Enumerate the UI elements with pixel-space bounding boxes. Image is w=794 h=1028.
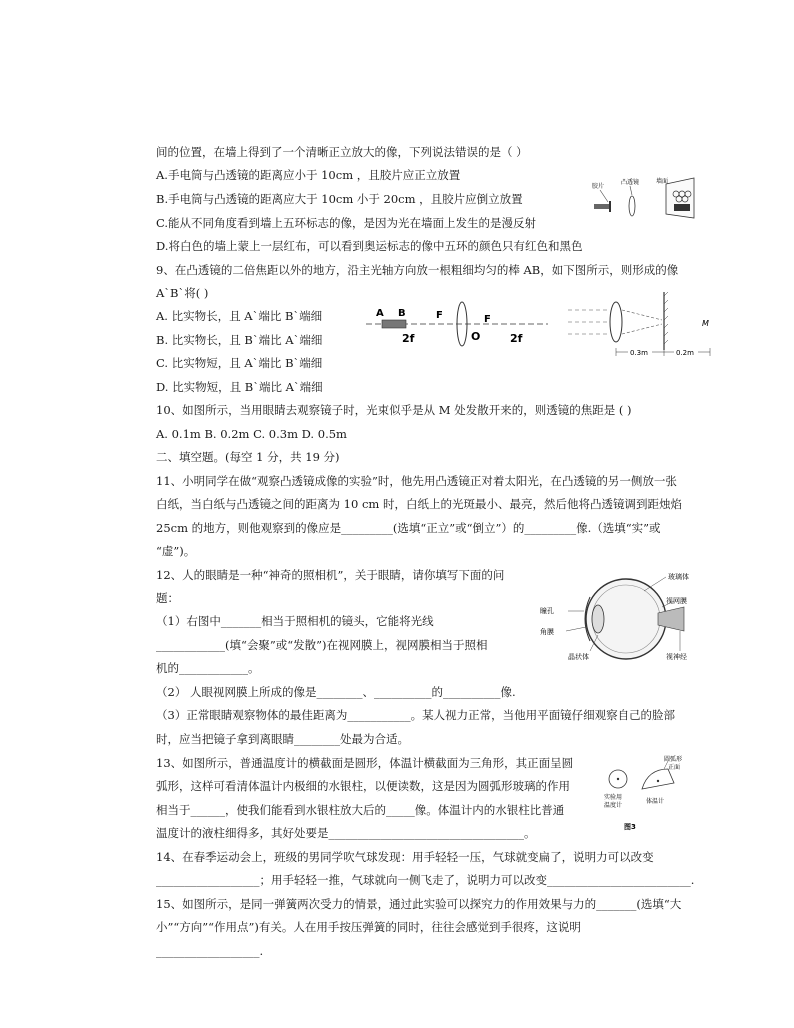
q9-stem: 9、在凸透镜的二倍焦距以外的地方，沿主光轴方向放一根粗细均匀的棒 AB，如下图所示，则形成的像 bbox=[156, 263, 679, 277]
q8-option-d: D.将白色的墙上蒙上一层红布，可以看到奥运标志的像中五环的颜色只有红色和黑色 bbox=[156, 239, 583, 253]
convex-lens-icon bbox=[629, 196, 635, 216]
q13-line-2: 弧形，这样可看清体温计内极细的水银柱，以便读数，这是因为圆弧形玻璃的作用 bbox=[156, 779, 570, 793]
q12-line-7: （3）正常眼睛观察物体的最佳距离为___________。某人视力正常，当他用平面镜仔细观察自己的脸部 bbox=[156, 708, 676, 722]
convex-lens-icon bbox=[610, 302, 622, 342]
label-a: A bbox=[376, 308, 384, 319]
label-pupil: 瞳孔 bbox=[540, 607, 554, 615]
figure-label-film: 胶片 bbox=[592, 183, 605, 190]
q12-line-4: ____________(填“会聚”或“发散”)在视网膜上，视网膜相当于照相 bbox=[156, 638, 488, 652]
q12-line-1: 12、人的眼睛是一种“神奇的照相机”，关于眼睛，请你填写下面的问 bbox=[156, 568, 505, 582]
q15-line-3: __________________. bbox=[156, 944, 264, 958]
label-b: B bbox=[398, 308, 406, 319]
q14-line-1: 14、在春季运动会上，班级的男同学吹气球发现：用手轻轻一压，气球就变扁了，说明力可以改变 bbox=[156, 850, 654, 864]
q13-line-4: 温度计的液柱细得多，其好处要是__________________________________。 bbox=[156, 826, 536, 840]
q12-line-3: （1）右图中_______相当于照相机的镜头，它能将光线 bbox=[156, 614, 434, 628]
q11-line-4: “虚”)。 bbox=[156, 544, 196, 558]
triangle-cross-section-icon bbox=[642, 769, 674, 789]
wall-screen-icon bbox=[666, 178, 694, 218]
label-optic-nerve: 视神经 bbox=[666, 653, 687, 661]
q8-option-c: C.能从不同角度看到墙上五环标志的像，是因为光在墙面上发生的是漫反射 bbox=[156, 216, 537, 230]
q11-line-1: 11、小明同学在做“观察凸透镜成像的实验”时，他先用凸透镜正对着太阳光，在凸透镜的另一侧放一张 bbox=[156, 474, 677, 488]
figure-label-lens: 凸透镜 bbox=[621, 179, 640, 186]
projector-figure bbox=[590, 176, 712, 222]
q12-line-5: 机的____________。 bbox=[156, 661, 260, 675]
q12-line-2: 题： bbox=[156, 591, 179, 605]
figure-label-wall: 墙面 bbox=[656, 178, 669, 185]
q12-line-6: （2） 人眼视网膜上所成的像是________、__________的__________像. bbox=[156, 685, 516, 699]
label-0-3m: 0.3m bbox=[630, 349, 648, 357]
label-f-right: F bbox=[484, 314, 491, 325]
q9-option-d: D. 比实物短，且 B`端比 A`端细 bbox=[156, 380, 323, 394]
q14-line-2: __________________；用手轻轻一推，气球就向一侧飞走了，说明力可以改变_________________________. bbox=[156, 873, 695, 887]
label-arc: 圆弧形 bbox=[664, 756, 683, 763]
q9-option-c: C. 比实物短，且 A`端比 B`端细 bbox=[156, 356, 323, 370]
label-vitreous: 玻璃体 bbox=[668, 573, 689, 581]
q8-stem-continuation: 间的位置，在墙上得到了一个清晰正立放大的像，下列说法错误的是（ ） bbox=[156, 145, 528, 159]
label-body-thermometer: 体温计 bbox=[646, 798, 665, 805]
label-2f-right: 2f bbox=[510, 332, 523, 345]
section-2-heading: 二、填空题。(每空 1 分，共 19 分) bbox=[156, 450, 340, 464]
label-crystalline-lens: 晶状体 bbox=[568, 653, 589, 661]
q9-option-a: A. 比实物长，且 A`端比 B`端细 bbox=[156, 309, 323, 323]
q8-option-a: A.手电筒与凸透镜的距离应小于 10cm ，且胶片应正立放置 bbox=[156, 168, 461, 182]
thermometer-figure bbox=[598, 755, 694, 835]
label-cornea: 角膜 bbox=[540, 628, 554, 636]
label-o: O bbox=[471, 330, 481, 343]
label-lab-2: 温度计 bbox=[604, 802, 623, 809]
q11-line-2: 白纸，当白纸与凸透镜之间的距离为 10 cm 时，白纸上的光斑最小、最亮，然后他将凸透镜调到距烛焰 bbox=[156, 497, 682, 511]
mirror-lens-figure bbox=[566, 290, 718, 362]
label-f-left: F bbox=[436, 310, 443, 321]
label-0-2m: 0.2m bbox=[676, 349, 694, 357]
q9-option-b: B. 比实物长，且 B`端比 A`端细 bbox=[156, 333, 323, 347]
figure-caption: 图3 bbox=[624, 823, 636, 831]
q9-stem-2: A`B`将( ) bbox=[156, 286, 209, 300]
q10-stem: 10、如图所示，当用眼睛去观察镜子时，光束似乎是从 M 处发散开来的，则透镜的焦距是 ( ) bbox=[156, 403, 632, 417]
q13-line-1: 13、如图所示，普通温度计的横截面是圆形，体温计横截面为三角形，其正面呈圆 bbox=[156, 756, 574, 770]
q15-line-2: 小”“方向”“作用点”)有关。人在用手按压弹簧的同时，往往会感觉到手很疼，这说明 bbox=[156, 920, 581, 934]
olympic-logo-icon bbox=[674, 204, 690, 211]
q11-line-3: 25cm 的地方，则他观察到的像应是_________(选填“正立”或“倒立”）的_________像.（选填“实”或 bbox=[156, 521, 661, 535]
crystalline-lens-icon bbox=[592, 605, 604, 633]
q13-line-3: 相当于______，使我们能看到水银柱放大后的_____像。体温计内的水银柱比普通 bbox=[156, 803, 565, 817]
q15-line-1: 15、如图所示，是同一弹簧两次受力的情景，通过此实验可以探究力的作用效果与力的_______(选填“大 bbox=[156, 897, 682, 911]
label-m: M bbox=[702, 319, 709, 328]
label-front: 正面 bbox=[668, 764, 681, 771]
q8-option-b: B.手电筒与凸透镜的距离应大于 10cm 小于 20cm ，且胶片应倒立放置 bbox=[156, 192, 523, 206]
label-retina: 视网膜 bbox=[666, 597, 687, 605]
eye-diagram bbox=[538, 567, 708, 673]
rod-ab-icon bbox=[382, 320, 406, 328]
q12-line-8: 时，应当把镜子拿到离眼睛________处最为合适。 bbox=[156, 732, 409, 746]
lens-rod-figure bbox=[364, 300, 550, 352]
label-2f-left: 2f bbox=[402, 332, 415, 345]
q10-options: A. 0.1m B. 0.2m C. 0.3m D. 0.5m bbox=[156, 427, 347, 441]
label-lab: 实验用 bbox=[604, 794, 623, 801]
torch-icon bbox=[594, 204, 610, 209]
